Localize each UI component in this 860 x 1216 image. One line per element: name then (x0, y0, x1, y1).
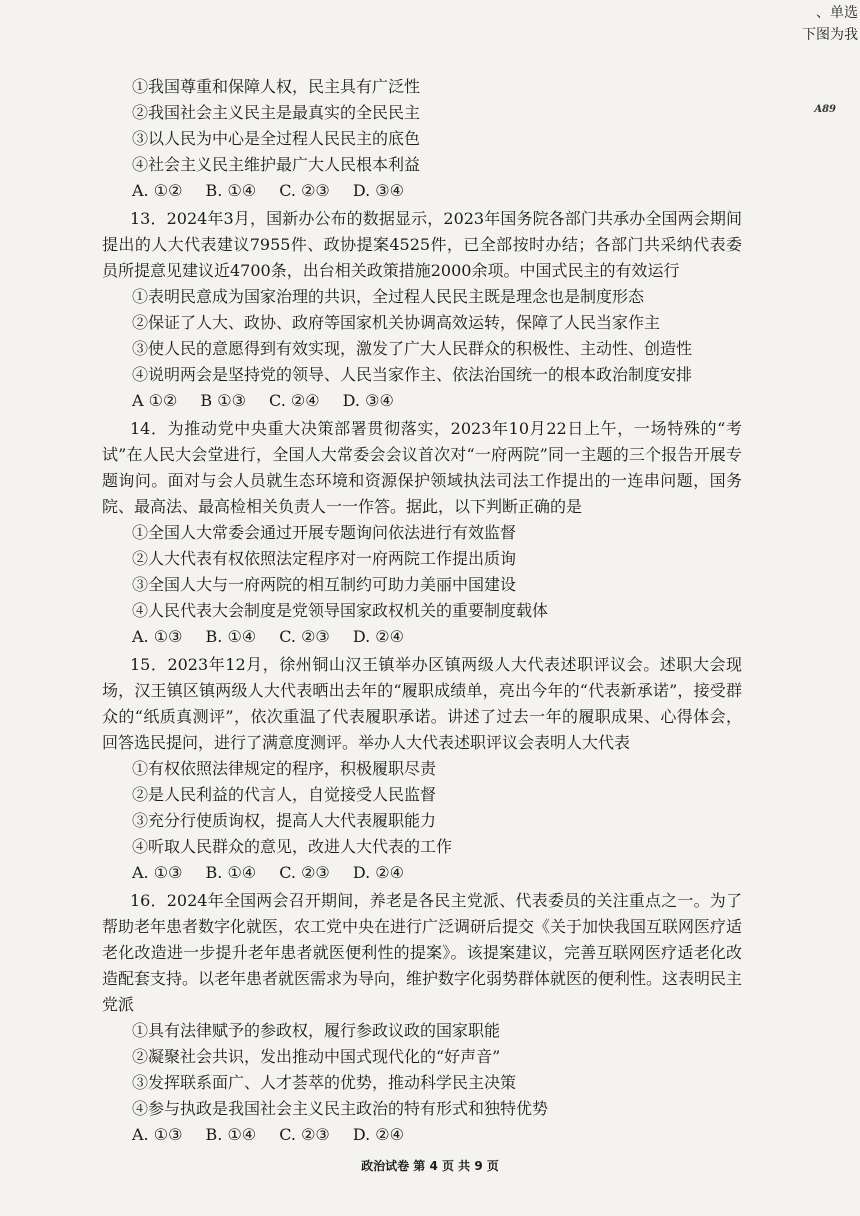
choice-d: D. ②④ (352, 1125, 404, 1144)
exam-page (102, 72, 742, 1148)
option-3: ③使人民的意愿得到有效实现，激发了广大人民群众的积极性、主动性、创造性 (132, 339, 693, 358)
question-stem: 13．2024年3月，国新办公布的数据显示，2023年国务院各部门共承办全国两会期间提出的人大代表建议7955件、政协提案4525件，已全部按时办结；各部门共采纳代表委员所提意见建议近4700条，出台相关政策措施2000余项。中国式民主的有效运行 (102, 209, 742, 280)
choice-c: C. ②④ (269, 391, 320, 410)
option-4: ④社会主义民主维护最广大人民根本利益 (132, 155, 421, 174)
question-stem: 16．2024年全国两会召开期间，养老是各民主党派、代表委员的关注重点之一。为了帮助老年患者数字化就医，农工党中央在进行广泛调研后提交《关于加快我国互联网医疗适老化改造进一步提升老年患者就医便利性的提案》。该提案建议，完善互联网医疗适老化改造配套支持。以老年患者就医需求为导向，维护数字化弱势群体就医的便利性。这表明民主党派 (102, 891, 743, 1014)
option-4: ④人民代表大会制度是党领导国家政权机关的重要制度载体 (132, 601, 549, 620)
page-footer: 政治试卷 第 4 页 共 9 页 (361, 1159, 499, 1173)
option-1: ①具有法律赋予的参政权，履行参政议政的国家职能 (132, 1021, 501, 1040)
answer-choices (102, 178, 742, 204)
option-4: ④听取人民群众的意见，改进人大代表的工作 (132, 837, 453, 856)
question-15 (102, 652, 742, 886)
answer-choices (102, 624, 742, 650)
choice-d: D. ②④ (352, 627, 404, 646)
corner-line-1: 、单选 (816, 5, 858, 21)
choice-b: B. ①④ (205, 1125, 257, 1144)
choice-d: D. ②④ (352, 863, 404, 882)
choice-c: C. ②③ (279, 627, 330, 646)
option-4: ④参与执政是我国社会主义民主政治的特有形式和独特优势 (132, 1099, 549, 1118)
choice-a: A. ①③ (132, 1125, 183, 1144)
option-3: ③以人民为中心是全过程人民民主的底色 (132, 129, 421, 148)
option-2: ②凝聚社会共识，发出推动中国式现代化的“好声音” (132, 1047, 501, 1066)
answer-choices (102, 388, 742, 414)
choice-d: D. ③④ (352, 181, 404, 200)
option-2: ②人大代表有权依照法定程序对一府两院工作提出质询 (132, 549, 517, 568)
answer-choices (102, 860, 742, 886)
option-2: ②是人民利益的代言人，自觉接受人民监督 (132, 785, 437, 804)
corner-cropped-text (802, 0, 860, 46)
corner-line-2: 下图为我 (802, 27, 858, 43)
option-1: ①有权依照法律规定的程序，积极履职尽责 (132, 759, 437, 778)
answer-choices (102, 1122, 742, 1148)
choice-a: A. ①③ (132, 863, 183, 882)
handwritten-mark: A89 (814, 104, 836, 115)
choice-b: B ①③ (200, 391, 246, 410)
option-2: ②保证了人大、政协、政府等国家机关协调高效运转，保障了人民当家作主 (132, 313, 661, 332)
choice-a: A. ①③ (132, 627, 183, 646)
choice-b: B. ①④ (205, 181, 257, 200)
choice-c: C. ②③ (279, 863, 330, 882)
choice-c: C. ②③ (279, 1125, 330, 1144)
option-1: ①全国人大常委会通过开展专题询问依法进行有效监督 (132, 523, 517, 542)
question-stem: 15．2023年12月，徐州铜山汉王镇举办区镇两级人大代表述职评议会。述职大会现场，汉王镇区镇两级人大代表晒出去年的“履职成绩单，亮出今年的“代表新承诺”，接受群众的“纸质真测评”，依次重温了代表履职承诺。讲述了过去一年的履职成果、心得体会，回答选民提问，进行了满意度测评。举办人大代表述职评议会表明人大代表 (102, 655, 742, 752)
choice-b: B. ①④ (205, 627, 257, 646)
question-12-continued (102, 74, 742, 204)
question-16 (102, 888, 742, 1148)
question-13 (102, 206, 742, 414)
choice-d: D. ③④ (342, 391, 394, 410)
choice-a: A. ①② (132, 181, 183, 200)
question-stem: 14．为推动党中央重大决策部署贯彻落实，2023年10月22日上午，一场特殊的“考试”在人民大会堂进行，全国人大常委会会议首次对“一府两院”同一主题的三个报告开展专题询问。面对与会人员就生态环境和资源保护领域执法司法工作提出的一连串问题，国务院、最高法、最高检相关负责人一一作答。据此，以下判断正确的是 (102, 419, 742, 516)
option-1: ①表明民意成为国家治理的共识，全过程人民民主既是理念也是制度形态 (132, 287, 645, 306)
option-3: ③充分行使质询权，提高人大代表履职能力 (132, 811, 437, 830)
option-1: ①我国尊重和保障人权，民主具有广泛性 (132, 77, 421, 96)
option-2: ②我国社会主义民主是最真实的全民民主 (132, 103, 421, 122)
question-14 (102, 416, 742, 650)
choice-a: A ①② (132, 391, 178, 410)
option-3: ③发挥联系面广、人才荟萃的优势，推动科学民主决策 (132, 1073, 517, 1092)
option-3: ③全国人大与一府两院的相互制约可助力美丽中国建设 (132, 575, 517, 594)
choice-b: B. ①④ (205, 863, 257, 882)
choice-c: C. ②③ (279, 181, 330, 200)
option-4: ④说明两会是坚持党的领导、人民当家作主、依法治国统一的根本政治制度安排 (132, 365, 693, 384)
